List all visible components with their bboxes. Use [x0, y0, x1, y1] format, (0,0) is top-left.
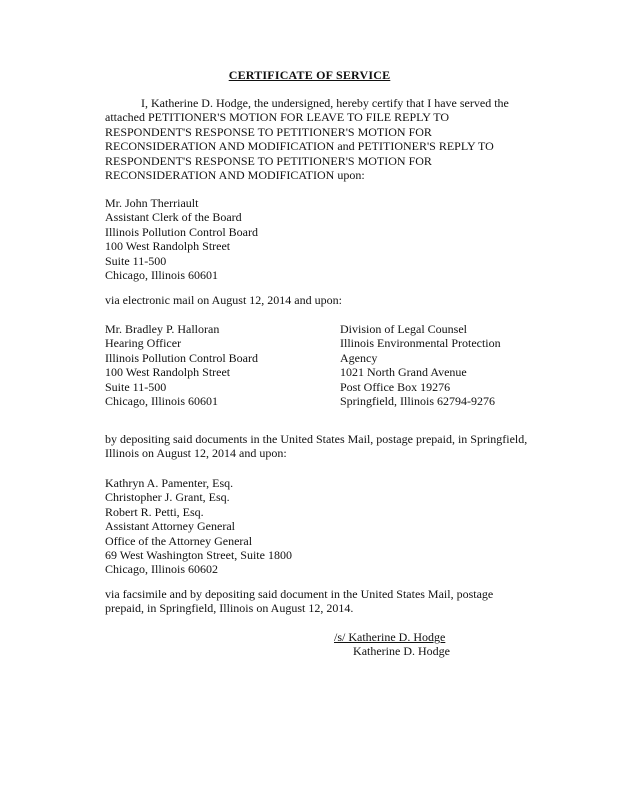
address-line: Suite 11-500	[105, 253, 167, 268]
certification-text: I, Katherine D. Hodge, the undersigned, hereby certify that I have served the attached PETITIONER'S MOTION FOR LEAVE TO FILE REPLY TO RESPONDENT'S RESPONSE TO PETITIONER'S MOTION FOR RECONSIDERATION AND MODIFICATION and PETITIONER'S REPLY TO RESPONDENT'S RESPONSE TO PETITIONER'S MOTION FOR RECONSIDERATION AND MODIFICATION upon:	[105, 96, 509, 183]
address-line: Illinois Pollution Control Board	[105, 350, 259, 365]
address-line: Illinois Pollution Control Board	[105, 224, 259, 239]
address-line: Illinois Environmental Protection	[340, 336, 501, 351]
service-facsimile: via facsimile and by depositing said document in the United States Mail, postage prepaid, in Springfield, Illinois on August 12, 2014.	[105, 587, 494, 616]
document-title: CERTIFICATE OF SERVICE	[228, 68, 391, 82]
address-line: Chicago, Illinois 60602	[105, 562, 218, 577]
address-line: Suite 11-500	[105, 379, 167, 394]
address-line: 1021 North Grand Avenue	[340, 365, 467, 380]
recipient-iepa-address	[340, 322, 501, 408]
address-line: Office of the Attorney General	[105, 533, 253, 548]
address-line: Robert R. Petti, Esq.	[105, 504, 204, 519]
address-line: 100 West Randolph Street	[105, 365, 231, 380]
address-line: Mr. Bradley P. Halloran	[105, 322, 220, 336]
recipient-attorney-general-address	[105, 476, 292, 577]
address-line: Division of Legal Counsel	[340, 322, 467, 336]
service-us-mail: by depositing said documents in the United States Mail, postage prepaid, in Springfield, Illinois on August 12, 2014 and upon:	[105, 432, 528, 461]
address-line: Springfield, Illinois 62794-9276	[340, 394, 495, 409]
address-line: Chicago, Illinois 60601	[105, 268, 218, 283]
recipient-clerk-address	[105, 196, 258, 282]
recipient-hearing-officer-address	[105, 322, 258, 408]
address-line: Christopher J. Grant, Esq.	[105, 490, 230, 505]
electronic-signature: /s/ Katherine D. Hodge	[334, 630, 446, 644]
address-line: Chicago, Illinois 60601	[105, 394, 218, 409]
address-line: Assistant Clerk of the Board	[105, 210, 242, 225]
address-line: 100 West Randolph Street	[105, 239, 231, 254]
address-line: Agency	[340, 350, 378, 365]
address-line: Kathryn A. Pamenter, Esq.	[105, 476, 234, 490]
address-line: Post Office Box 19276	[340, 379, 451, 394]
printed-name: Katherine D. Hodge	[353, 644, 450, 659]
address-line: Assistant Attorney General	[105, 519, 235, 534]
address-line: Hearing Officer	[105, 336, 182, 351]
signature-block	[318, 630, 458, 659]
address-line: Mr. John Therriault	[105, 196, 199, 210]
service-electronic-mail: via electronic mail on August 12, 2014 and upon:	[105, 293, 342, 307]
certification-paragraph	[105, 96, 525, 182]
address-line: 69 West Washington Street, Suite 1800	[105, 548, 292, 563]
